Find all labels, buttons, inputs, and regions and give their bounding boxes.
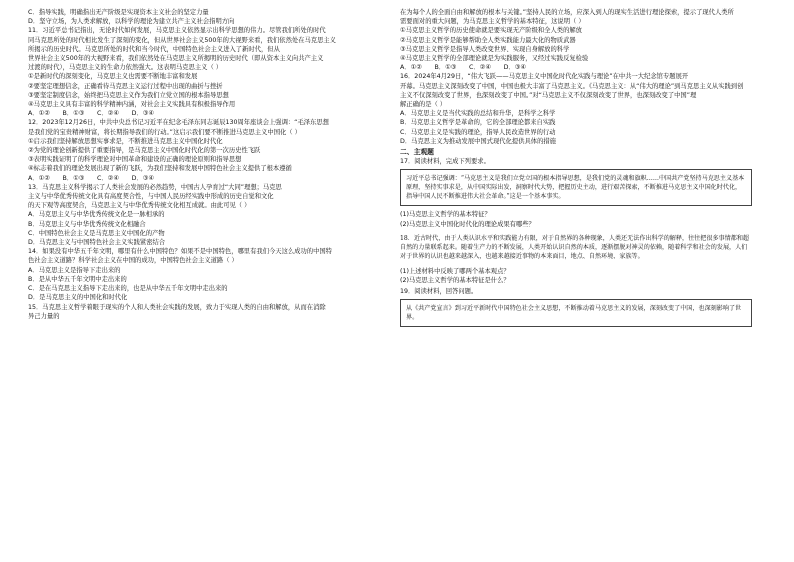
q18-text: 18．近古时代，由于人类认识水平和实践能力有限，对于自然界的各种现象，人类还无法作出科学的解释，往往把很多事情都和超自然的力量联系起来。随着生产力的不断发展，人类开始认识自然的本质，逐渐摆脱对神灵的依赖，随着科学和社会的发展，人们对于世界的认识也越来越深入，也越来越接近事物的本来面目，地点、自然环境、家族等。 [400,234,750,260]
right-column-line: ①马克思主义哲学的历史使命就是要实现无产阶级和全人类的解放 [400,27,582,35]
left-column-line: ④标志着我们的理论发展出现了新的飞跃，为我们坚持和发展中国特色社会主义提供了根本遵循 [28,165,292,173]
right-column-line: 在为每个人的全面自由和解放的根本与关键。”坚持人民的立场，应深入到人的现实生活进行理论探索，提示了现代人类所 [400,9,734,16]
left-column-line: 12．2023年12月26日，中共中央总书记习近平在纪念毛泽东同志诞辰130周年座谈会上强调：“毛泽东思想 [28,119,329,127]
left-column-line: 14．如果没有中华五千年文明，哪里有什么中国特色？如果不是中国特色，哪里有我们今天这么成功的中国特 [28,248,332,256]
q19-intro: 19．阅读材料，回答问题。 [400,288,478,296]
left-column-line: C．是在马克思主义指导下走出来的，也是从中华五千年文明中走出来的 [28,285,228,293]
right-questions [400,8,752,146]
left-column-line: ①是新时代的深刻变化，马克思主义也需要不断地丰富和发展 [28,73,198,81]
q19-material-text: 从《共产党宣言》到习近平新时代中国特色社会主义思想，不断推动着马克思主义的发展，深刻改变了中国，也深刻影响了世界。 [406,305,742,322]
right-column-line: C．马克思主义是实践的理论，指导人民改造世界的行动 [400,128,556,136]
left-column-line: 世界社会主义500年的大视野来看，我们依然处在马克思主义所揭明的历史时代（即从资本主义向共产主义 [28,55,324,63]
q17-material-box [400,169,752,206]
left-column-line: 所揭示的历史时代。马克思所处的时代和当今时代，中国特色社会主义进入了新时代，但从 [28,45,280,53]
q17-material-text: 习近平总书记强调：“马克思主义是我们立党立国的根本指导思想，是我们党的灵魂和旗帜……中国共产党坚持马克思主义基本原理，坚持实事求是，从中国实际出发，洞察时代大势，把握历史主动，进行艰苦探索，不断推进马克思主义中国化时代化，指导中国人民不断推进伟大社会革命。”这是一个基本事实。 [406,175,745,201]
left-column-line: ②为党的理论创新提供了重要指导，是马克思主义中国化时代化的第一次历史性飞跃 [28,147,261,155]
right-column-line: 主义不仅深刻改变了世界，也深刻改变了中国。”对“马克思主义不仅深刻改变了世界，也深刻改变了中国”理 [400,91,697,99]
left-column-line: 过渡的时代），马克思主义的生命力依然强大。这表明马克思主义（ ） [28,64,223,72]
left-column-line: 11．习近平总书记指出，无论时代如何发展，马克思主义依然显示出科学思想的伟力。尽管我们所处的时代 [28,27,326,35]
left-column-line: D．坚守立场，为人类求解放，以科学的理论为建立共产主义社会指明方向 [28,18,235,26]
q19-material-box [400,299,752,327]
left-column-line: 同马克思所处的时代相比发生了深刻的变化，但从世界社会主义500年的大视野来看，我们依然处在马克思主义 [28,36,336,44]
left-column-line: ②要坚定理想信念，正确看待马克思主义运行过程中出现的曲折与挫折 [28,82,223,90]
left-column-line: B．是从中华五千年文明中走出来的 [28,275,127,283]
left-column-line: 15．马克思主义哲学着眼于现实的个人和人类社会实践的发展，致力于实现人类的自由和解放，从而在消除 [28,303,326,311]
right-column-line: 开幕。马克思主义深刻改变了中国，中国也极大丰富了马克思主义。《马克思主义：从“伟大的理论”到马克思主义从实践到创 [400,82,744,90]
q18-question-1: (1)上述材料中反映了哪两个基本观点？ [400,267,510,275]
left-column-line: A．①② B．①③ C．②④ D．③④ [28,110,155,118]
left-column-line: 13．马克思主义科学揭示了人类社会发展的必然趋势，中国古人孕育过“大同”理想；马克思 [28,183,282,191]
left-column-line: ①启示我们坚持解放思想实事求是，不断推进马克思主义中国化时代化 [28,137,223,145]
left-column-line: 异己力量的 [28,312,60,320]
left-column-line: ③要坚定制度信念，始终把马克思主义作为我们立党立国的根本指导思想 [28,91,229,99]
left-column-line: 是我们党的宝贵精神财富，将长期指导我们的行动。”这启示我们要不断推进马克思主义中国化（ ） [28,128,301,136]
right-column-line: ②马克思主义哲学是能够帮助全人类实践能力最大化的物质武器 [400,36,576,44]
left-column-line: ③表明实践证明了的科学理论对中国革命和建设的正确的理论原则和指导思想 [28,156,242,164]
right-column-line: 解正确的是（ ） [400,101,447,109]
section-heading: 二、主观题 [400,148,434,157]
q18-question-2: (2)马克思主义哲学的基本特征是什么？ [400,277,510,285]
right-column-line: B．马克思主义哲学是革命的，它的全部理论都来自实践 [400,119,556,127]
right-column-line: 需要面对的重大问题，为马克思主义哲学的基本特征，这说明（ ） [400,18,585,26]
q18-block [400,232,752,263]
right-column [400,8,752,331]
left-column-line: 主义与中华优秀传统文化具有高度契合性，与中国人民历经实践中形成的历史自觉和文化 [28,193,274,201]
left-column-line: C．指导实践，明确指出无产阶级是实现资本主义社会的坚定力量 [28,9,209,16]
left-column-line: D．马克思主义与中国特色社会主义实践紧密结合 [28,239,166,247]
left-column-line: A．马克思主义是指导下走出来的 [28,266,121,274]
left-column-line: ④马克思主义具有丰富的科学精神内涵，对社会主义实践具有积极指导作用 [28,101,236,109]
right-column-line: ④马克思主义哲学的全部理论就是为实践服务，又经过实践反复检验 [400,55,589,63]
right-column-line: ③马克思主义哲学是指导人类改变世界、实现自身解放的科学 [400,45,570,53]
left-column-line: D．是马克思主义的中国化和时代化 [28,294,128,302]
left-column [28,8,380,321]
left-column-line: A．马克思主义与中华优秀传统文化是一脉相承的 [28,211,165,219]
q17-question-1: (1)马克思主义哲学的基本特征？ [400,211,491,219]
left-column-line: A．①② B．①③ C．②④ D．③④ [28,174,155,182]
left-column-line: B．马克思主义与中华优秀传统文化相融合 [28,220,146,228]
left-column-line: 的天下观等高度契合，马克思主义与中华优秀传统文化相互成就。由此可见（ ） [28,202,251,210]
q17-intro: 17．阅读材料，完成下列要求。 [400,158,490,166]
left-column-line: C．中国特色社会主义是马克思主义中国化的产物 [28,229,165,237]
right-column-line: D．马克思主义为推动发展中国式现代化提供具体的措施 [400,137,556,145]
q17-question-2: (2)马克思主义中国化时代化的理论成果有哪些？ [400,220,535,228]
right-column-line: A．马克思主义是当代实践的总结和升华，是科学之科学 [400,110,556,118]
left-column-line: 色社会主义道路？科学社会主义在中国的成功，中国特色社会主义道路（ ） [28,257,238,265]
right-column-line: 16．2024年4月29日，“伟大飞跃——马克思主义中国化时代化实践与理论”在中共一大纪念馆专题展开 [400,73,689,81]
right-column-line: A．①② B．①③ C．②④ D．③④ [400,64,527,72]
